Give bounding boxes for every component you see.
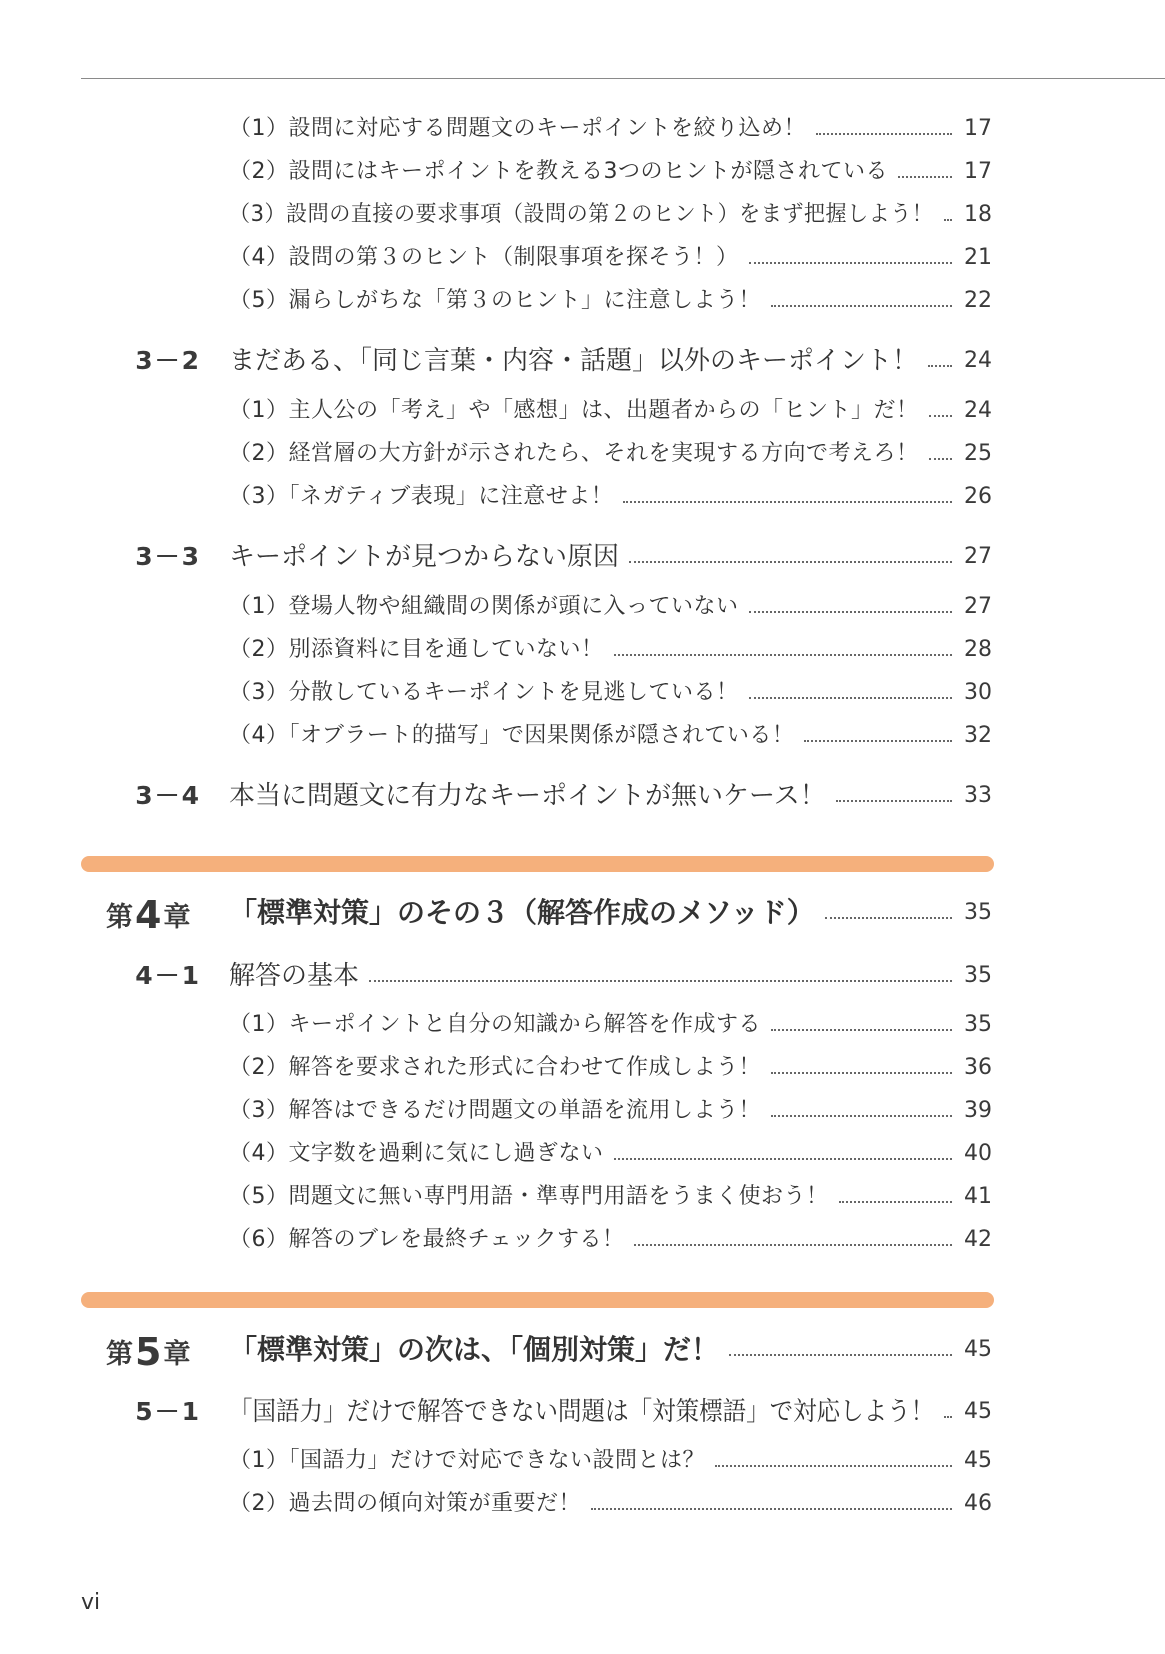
toc-page-number: 40 (964, 1141, 992, 1166)
toc-page-number: 35 (964, 963, 992, 988)
leader-dots (749, 262, 952, 264)
toc-page-number: 25 (964, 441, 992, 466)
toc-subitem[interactable] (0, 1441, 995, 1481)
leader-dots (629, 561, 952, 563)
toc-entry-title: 本当に問題文に有力なキーポイントが無いケース！ (229, 781, 826, 811)
toc-subitem[interactable] (0, 1484, 995, 1524)
chapter-prefix: 第 (106, 1339, 133, 1370)
toc-page-number: 33 (964, 783, 992, 808)
toc-entry-title: （1）登場人物や組織間の関係が頭に入っていない (229, 594, 739, 619)
toc-entry-title: まだある、「同じ言葉・内容・話題」以外のキーポイント！ (229, 346, 919, 376)
toc-page-number: 45 (964, 1448, 992, 1473)
leader-dots (825, 917, 952, 919)
leader-dots (836, 800, 952, 802)
toc-page-number: 17 (964, 159, 992, 184)
toc-section[interactable] (0, 537, 995, 577)
toc-entry-title: （2）経営層の大方針が示されたら、それを実現する方向で考えろ！ (229, 441, 919, 466)
leader-dots (944, 1416, 952, 1418)
leader-dots (749, 697, 952, 699)
leader-dots (898, 176, 952, 178)
leader-dots (944, 219, 952, 221)
toc-page-number: 18 (964, 202, 992, 227)
chapter-number (106, 893, 190, 938)
leader-dots (929, 415, 952, 417)
chapter-digit: 5 (135, 1330, 162, 1374)
toc-page-number: 42 (964, 1227, 992, 1252)
toc-entry-title: （5）問題文に無い専門用語・準専門用語をうまく使おう！ (229, 1184, 829, 1209)
toc-entry-title: （1）主人公の「考え」や「感想」は、出題者からの「ヒント」だ！ (229, 398, 919, 423)
toc-page-number: 45 (964, 1399, 992, 1424)
toc-subitem[interactable] (0, 630, 995, 670)
toc-subitem[interactable] (0, 281, 995, 321)
toc-subitem[interactable] (0, 238, 995, 278)
toc-subitem[interactable] (0, 1220, 995, 1260)
leader-dots (816, 133, 952, 135)
page-number-folio: vi (81, 1590, 101, 1615)
leader-dots (771, 305, 952, 307)
toc-entry-title: （2）解答を要求された形式に合わせて作成しよう！ (229, 1055, 761, 1080)
toc-subitem[interactable] (0, 1091, 995, 1131)
toc-entry-title: 「標準対策」の次は、「個別対策」だ！ (229, 1333, 720, 1366)
toc-page-number: 22 (964, 288, 992, 313)
section-number: 3－2 (135, 346, 201, 375)
toc-entry-title: （3）解答はできるだけ問題文の単語を流用しよう！ (229, 1098, 761, 1123)
toc-page-number: 24 (964, 398, 992, 423)
toc-subitem[interactable] (0, 152, 995, 192)
toc-page-number: 32 (964, 723, 992, 748)
toc-entry-title: （2）過去問の傾向対策が重要だ！ (229, 1491, 581, 1516)
leader-dots (749, 611, 952, 613)
leader-dots (591, 1508, 952, 1510)
toc-chapter[interactable] (0, 1330, 995, 1374)
toc-page-number: 21 (964, 245, 992, 270)
leader-dots (715, 1465, 952, 1467)
toc-page-number: 24 (964, 348, 992, 373)
section-number: 3－3 (135, 542, 201, 571)
toc-entry-title: （6）解答のブレを最終チェックする！ (229, 1227, 625, 1252)
toc-subitem[interactable] (0, 391, 995, 431)
top-rule (81, 78, 1165, 79)
toc-entry-title: （4）文字数を過剰に気にし過ぎない (229, 1141, 604, 1166)
toc-entry-title: （3）設問の直接の要求事項（設問の第２のヒント）をまず把握しよう！ (229, 202, 934, 227)
toc-page-number: 39 (964, 1098, 992, 1123)
leader-dots (928, 365, 952, 367)
toc-subitem[interactable] (0, 1048, 995, 1088)
toc-page-number: 30 (964, 680, 992, 705)
toc-entry-title: 「標準対策」のその３（解答作成のメソッド） (229, 896, 815, 929)
toc-entry-title: 「国語力」だけで解答できない問題は「対策標語」で対応しよう！ (229, 1397, 935, 1427)
toc-page-number: 41 (964, 1184, 992, 1209)
toc-page-number: 36 (964, 1055, 992, 1080)
leader-dots (771, 1072, 952, 1074)
section-number: 4－1 (135, 961, 201, 990)
chapter-digit: 4 (135, 893, 162, 937)
toc-entry-title: （3）「ネガティブ表現」に注意せよ！ (229, 484, 614, 509)
toc-page-number: 45 (964, 1337, 992, 1362)
toc-subitem[interactable] (0, 195, 995, 235)
toc-subitem[interactable] (0, 1177, 995, 1217)
toc-entry-title: （2）別添資料に目を通していない！ (229, 637, 604, 662)
toc-entry-title: キーポイントが見つからない原因 (229, 542, 620, 572)
section-number: 5－1 (135, 1397, 201, 1426)
leader-dots (369, 980, 952, 982)
toc-subitem[interactable] (0, 673, 995, 713)
leader-dots (614, 1158, 952, 1160)
chapter-prefix: 第 (106, 902, 133, 933)
toc-page-number: 46 (964, 1491, 992, 1516)
leader-dots (634, 1244, 952, 1246)
leader-dots (804, 740, 952, 742)
toc-page-number: 26 (964, 484, 992, 509)
toc-section[interactable] (0, 341, 995, 381)
toc-chapter[interactable] (0, 893, 995, 937)
section-number: 3－4 (135, 781, 201, 810)
chapter-suffix: 章 (163, 1339, 191, 1370)
toc-subitem[interactable] (0, 587, 995, 627)
toc-subitem[interactable] (0, 434, 995, 474)
toc-subitem[interactable] (0, 109, 995, 149)
toc-section[interactable] (0, 956, 995, 996)
toc-page-number: 27 (964, 544, 992, 569)
leader-dots (614, 654, 952, 656)
toc-entry-title: （4）「オブラート的描写」で因果関係が隠されている！ (229, 723, 795, 748)
leader-dots (771, 1115, 952, 1117)
chapter-suffix: 章 (163, 902, 191, 933)
chapter-divider-band (81, 1292, 994, 1308)
toc-subitem[interactable] (0, 716, 995, 756)
leader-dots (839, 1201, 952, 1203)
toc-entry-title: 解答の基本 (229, 961, 360, 991)
toc-entry-title: （1）設問に対応する問題文のキーポイントを絞り込め！ (229, 116, 806, 141)
toc-section[interactable] (0, 776, 995, 816)
toc-subitem[interactable] (0, 477, 995, 517)
toc-page-number: 27 (964, 594, 992, 619)
toc-entry-title: （2）設問にはキーポイントを教える3つのヒントが隠されている (229, 159, 888, 184)
leader-dots (771, 1029, 952, 1031)
toc-page-number: 35 (964, 900, 992, 925)
toc-entry-title: （5）漏らしがちな「第３のヒント」に注意しよう！ (229, 288, 761, 313)
toc-entry-title: （1）「国語力」だけで対応できない設問とは？ (229, 1448, 705, 1473)
chapter-divider-band (81, 856, 994, 872)
toc-page-number: 35 (964, 1012, 992, 1037)
toc-entry-title: （3）分散しているキーポイントを見逃している！ (229, 680, 739, 705)
toc-entry-title: （1）キーポイントと自分の知識から解答を作成する (229, 1012, 761, 1037)
toc-page-number: 28 (964, 637, 992, 662)
toc-page-number: 17 (964, 116, 992, 141)
toc-subitem[interactable] (0, 1134, 995, 1174)
toc-entry-title: （4）設問の第３のヒント（制限事項を探そう！） (229, 245, 739, 270)
leader-dots (623, 501, 952, 503)
leader-dots (729, 1354, 952, 1356)
toc-section[interactable] (0, 1392, 995, 1432)
leader-dots (929, 458, 952, 460)
toc-subitem[interactable] (0, 1005, 995, 1045)
chapter-number (106, 1330, 190, 1375)
